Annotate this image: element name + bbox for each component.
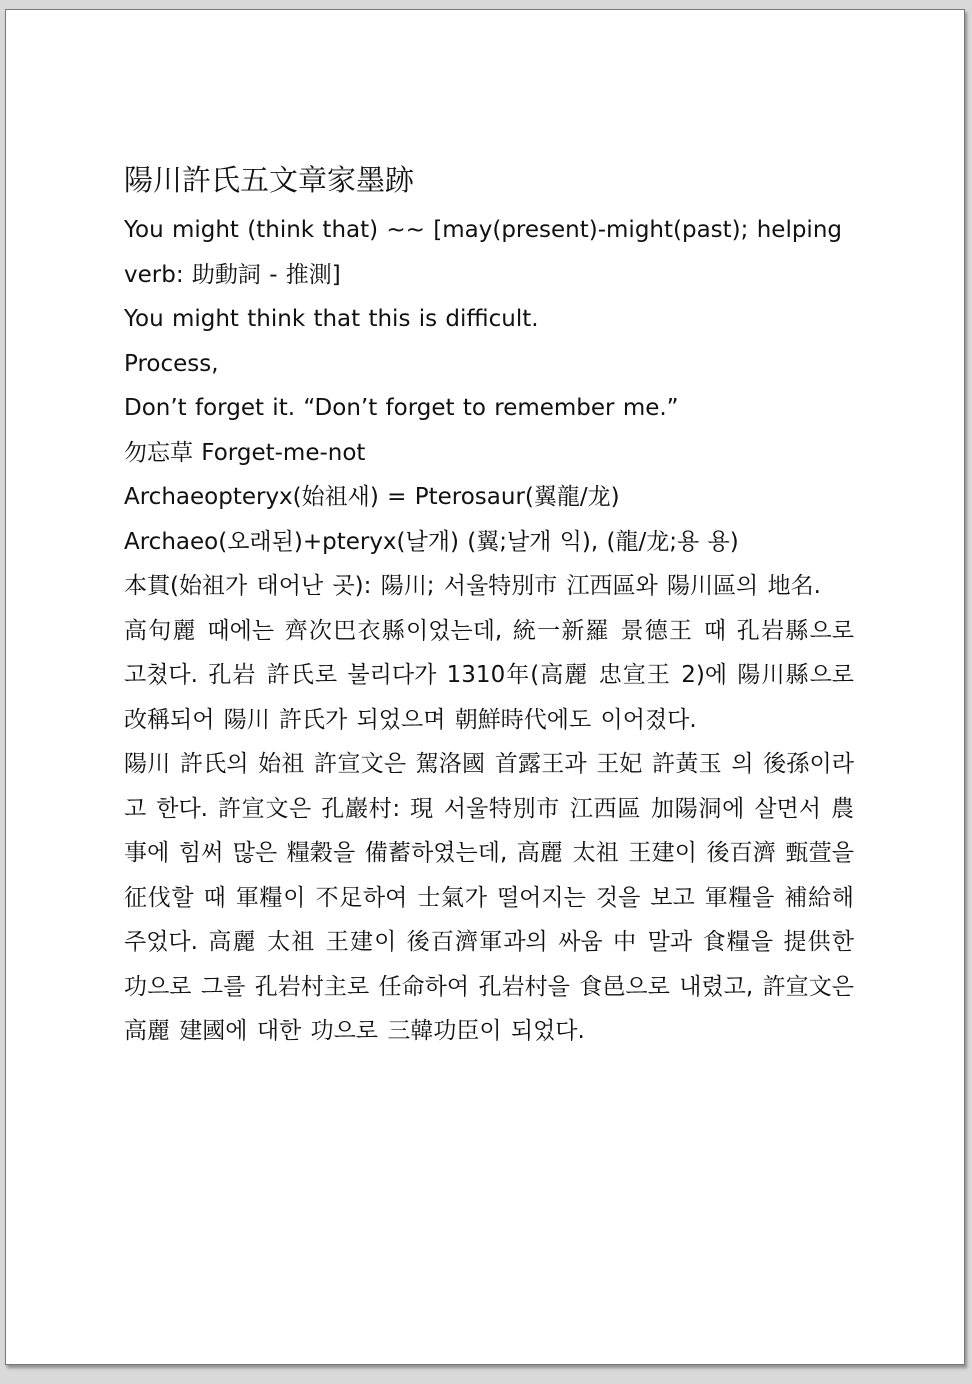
text-line: Process, — [124, 350, 219, 377]
paragraph-bongwan: 本貫(始祖가 태어난 곳): 陽川; 서울特別市 江西區와 陽川區의 地名. — [124, 573, 821, 599]
text-line: Archaeo(오래된)+pteryx(날개) (翼;날개 익), (龍/龙;용 용) — [124, 528, 739, 555]
text-line: Don’t forget it. “Don’t forget to remember me.” — [124, 395, 679, 421]
document-body — [124, 160, 854, 1054]
document-title: 陽川許氏五文章家墨跡 — [124, 163, 415, 197]
text-line: 勿忘草 Forget-me-not — [124, 439, 366, 466]
text-line: verb: 助動詞 - 推測] — [124, 261, 341, 288]
document-page — [5, 9, 965, 1365]
text-line: You might (think that) ~~ [may(present)-might(past); helping — [124, 217, 843, 243]
text-line: Archaeopteryx(始祖새) = Pterosaur(翼龍/龙) — [124, 484, 620, 510]
text-line: You might think that this is difficult. — [124, 306, 539, 332]
paragraph-founder: 陽川 許氏의 始祖 許宣文은 駕洛國 首露王과 王妃 許黃玉 의 後孫이라고 한다. 許宣文은 孔巖村: 現 서울特別市 江西區 加陽洞에 살면서 農事에 힘써 많은 糧穀을 備蓄하였는데, 高麗 太祖 王建이 後百濟 甄萱을 征伐할 때 軍糧이 不足하여 士氣가 떨어지는 것을 보고 軍糧을 補給해 주었다. 高麗 太祖 王建이 後百濟軍과의 싸움 中 말과 食糧을 提供한 功으로 그를 孔岩村主로 任命하여 孔岩村을 食邑으로 내렸고, 許宣文은 高麗 建國에 대한 功으로 三韓功臣이 되었다. — [124, 751, 854, 1044]
paragraph-history: 高句麗 때에는 齊次巴衣縣이었는데, 統一新羅 景德王 때 孔岩縣으로 고쳤다. 孔岩 許氏로 불리다가 1310年(高麗 忠宣王 2)에 陽川縣으로 改稱되어 陽川 許氏가 되었으며 朝鮮時代에도 이어졌다. — [124, 617, 854, 733]
